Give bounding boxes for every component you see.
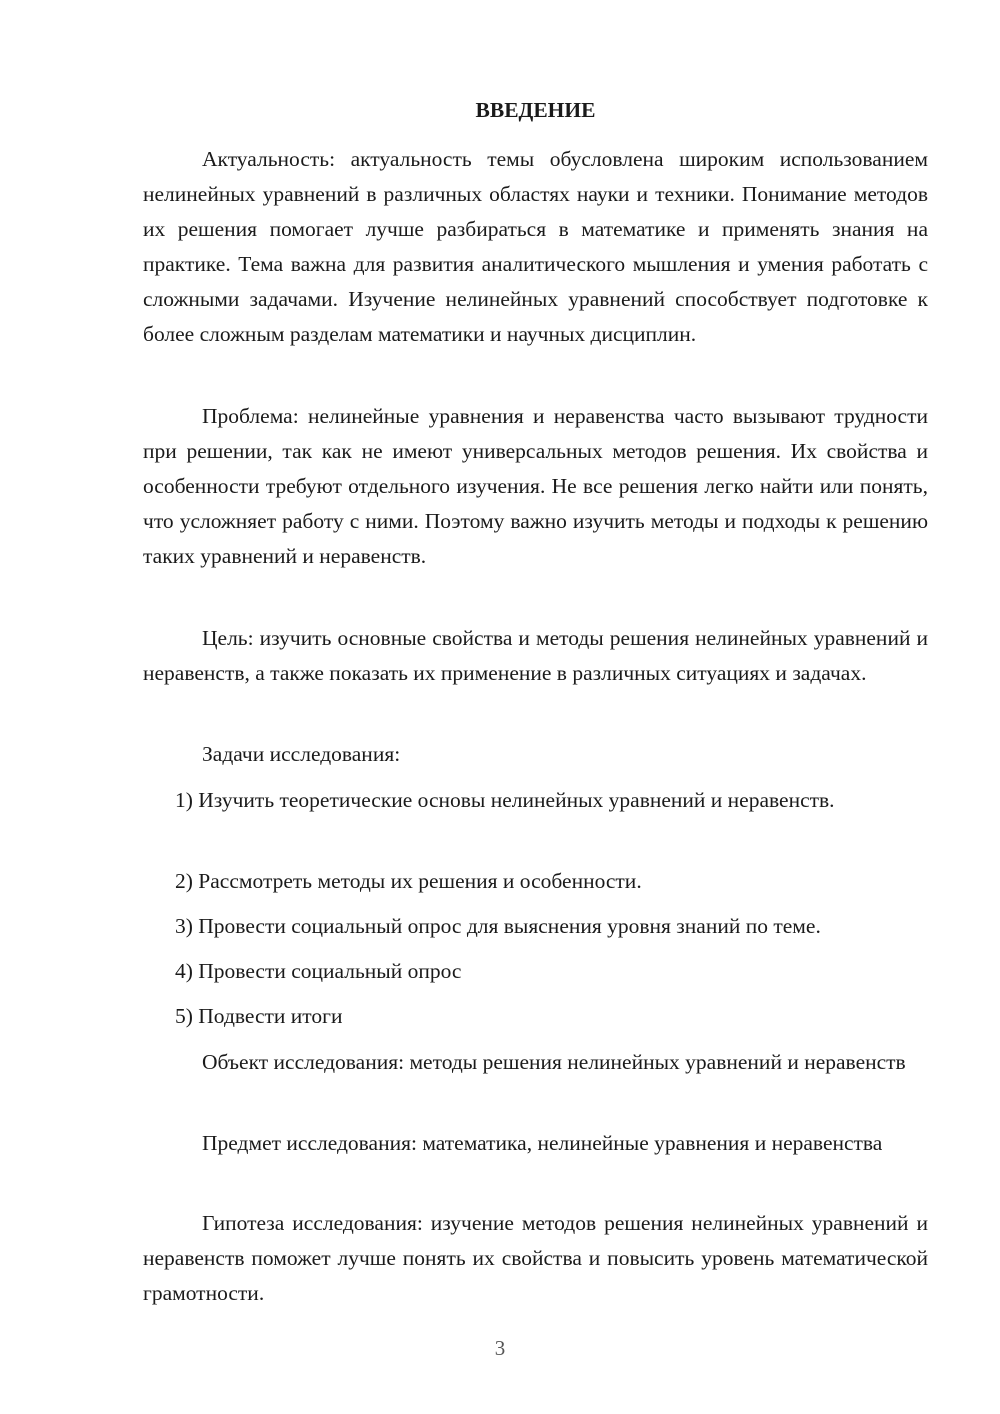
tasks-heading: Задачи исследования:	[202, 742, 401, 766]
paragraph-hypothesis: Гипотеза исследования: изучение методов решения нелинейных уравнений и неравенств поможет лучше понять их свойства и повысить уровень математической грамотности.	[143, 1211, 928, 1305]
task-item-2: 2) Рассмотреть методы их решения и особенности.	[175, 869, 642, 893]
task-item-4: 4) Провести социальный опрос	[175, 959, 462, 983]
section-title: ВВЕДЕНИЕ	[475, 98, 596, 122]
task-item-3: 3) Провести социальный опрос для выяснения уровня знаний по теме.	[175, 914, 821, 938]
task-item-5: 5) Подвести итоги	[175, 1004, 343, 1028]
paragraph-object: Объект исследования: методы решения нелинейных уравнений и неравенств	[202, 1050, 906, 1074]
page-number: 3	[494, 1336, 506, 1360]
paragraph-subject: Предмет исследования: математика, нелинейные уравнения и неравенства	[202, 1131, 883, 1155]
paragraph-problem: Проблема: нелинейные уравнения и неравенства часто вызывают трудности при решении, так как не имеют универсальных методов решения. Их свойства и особенности требуют отдельного изучения. Не все решения легко найти или понять, что усложняет работу с ними. Поэтому важно изучить методы и подходы к решению таких уравнений и неравенств.	[143, 404, 928, 568]
task-item-1: 1) Изучить теоретические основы нелинейных уравнений и неравенств.	[175, 788, 835, 812]
paragraph-goal: Цель: изучить основные свойства и методы решения нелинейных уравнений и неравенств, а также показать их применение в различных ситуациях и задачах.	[143, 626, 928, 685]
paragraph-relevance: Актуальность: актуальность темы обусловлена широким использованием нелинейных уравнений в различных областях науки и техники. Понимание методов их решения помогает лучше разбираться в математике и применять знания на практике. Тема важна для развития аналитического мышления и умения работать с сложными задачами. Изучение нелинейных уравнений способствует подготовке к более сложным разделам математики и научных дисциплин.	[143, 147, 928, 346]
